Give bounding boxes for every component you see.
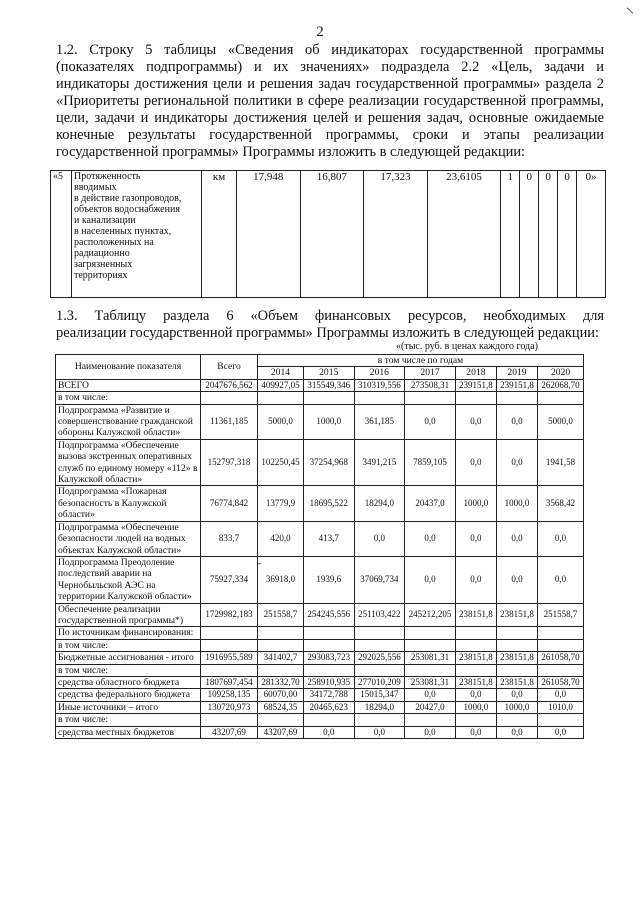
row-year-value: 37254,968	[303, 439, 354, 486]
empty-cell	[405, 714, 456, 726]
row-label: Подпрограмма «Развитие и совершенствование гражданской обороны Калужской области»	[56, 404, 201, 439]
row-number: «5	[51, 171, 72, 298]
table-row	[56, 627, 584, 639]
row-year-value: 18695,522	[303, 486, 354, 521]
row-year-value: 1941,58	[538, 439, 584, 486]
paragraph-line: «Приоритеты региональной политики в сфере реализации государственной программы,	[56, 93, 604, 109]
row-label: Обеспечение реализации государственной программы*)	[56, 603, 201, 627]
row-year-value: 239151,8	[496, 379, 537, 391]
row-year-value: 0,0	[538, 556, 584, 603]
indicator-name-line: в населенных пунктах,	[74, 226, 172, 237]
empty-cell	[405, 392, 456, 404]
row-year-value: 60070,00	[258, 689, 304, 701]
row-year-value: 413,7	[303, 521, 354, 556]
row-total: 130720,973	[201, 701, 258, 713]
header-year: 2018	[455, 367, 496, 379]
row-year-value: 102250,45	[258, 439, 304, 486]
row-year-value: 409927,05	[258, 379, 304, 391]
row-year-value: 293083,723	[303, 652, 354, 664]
paragraph-line: конечные результаты государственной программы, сроки и этапы реализации	[56, 127, 604, 143]
row-year-value: 36918,0	[258, 556, 304, 603]
indicator-name-line: расположенных на	[74, 237, 154, 248]
empty-cell	[303, 714, 354, 726]
scan-corner-mark	[627, 7, 633, 13]
indicator-name-line: объектов водоснабжения	[74, 204, 180, 215]
row-year-value: 258910,935	[303, 676, 354, 688]
row-year-value: 37069,734	[354, 556, 405, 603]
header-years-group: в том числе по годам	[258, 355, 584, 367]
indicator-value: 0	[520, 171, 539, 298]
row-year-value: 20437,0	[405, 486, 456, 521]
table-row	[56, 714, 584, 726]
empty-cell	[258, 627, 304, 639]
row-year-value: 5000,0	[258, 404, 304, 439]
row-year-value: 1939,6	[303, 556, 354, 603]
table-row	[56, 439, 584, 486]
row-year-value: 1000,0	[455, 486, 496, 521]
empty-cell	[354, 392, 405, 404]
indicator-name-line: радиационно	[74, 248, 130, 259]
row-year-value: 7859,105	[405, 439, 456, 486]
indicator-value: 1	[501, 171, 520, 298]
row-year-value: 261058,70	[538, 652, 584, 664]
row-year-value: 238151,8	[496, 652, 537, 664]
row-year-value: 277010,209	[354, 676, 405, 688]
row-year-value: 238151,8	[496, 603, 537, 627]
row-label: средства федерального бюджета	[56, 689, 201, 701]
indicator-name-line: Протяженность	[74, 171, 141, 182]
table-row	[56, 556, 584, 603]
table-row	[56, 676, 584, 688]
row-year-value: 0,0	[538, 521, 584, 556]
empty-cell	[303, 392, 354, 404]
row-year-value: 315549,346	[303, 379, 354, 391]
row-label: в том числе:	[56, 392, 201, 404]
row-total: 152797,318	[201, 439, 258, 486]
table-row	[56, 639, 584, 651]
empty-cell	[354, 639, 405, 651]
header-year: 2014	[258, 367, 304, 379]
row-year-value: 0,0	[354, 521, 405, 556]
empty-cell	[258, 639, 304, 651]
row-year-value: 0,0	[405, 726, 456, 738]
empty-cell	[455, 639, 496, 651]
row-year-value: 273508,31	[405, 379, 456, 391]
row-year-value: 43207,69	[258, 726, 304, 738]
table-row	[56, 486, 584, 521]
paragraph-line: цели, задачи и индикаторы достижения целей и решения задач, основные ожидаемые	[56, 110, 604, 126]
empty-cell	[496, 639, 537, 651]
paragraph-line: 1.2. Строку 5 таблицы «Сведения об индикаторах государственной программы	[56, 42, 604, 58]
row-year-value: 281332,70	[258, 676, 304, 688]
row-year-value: 0,0	[405, 521, 456, 556]
indicator-value: 0»	[577, 171, 606, 298]
table-row	[56, 726, 584, 738]
row-year-value: 420,0	[258, 521, 304, 556]
row-year-value: 68524,35	[258, 701, 304, 713]
row-label: в том числе:	[56, 639, 201, 651]
row-total: 1916955,589	[201, 652, 258, 664]
row-label: ВСЕГО	[56, 379, 201, 391]
row-year-value: 1000,0	[496, 701, 537, 713]
empty-cell	[455, 664, 496, 676]
row-total: 76774,842	[201, 486, 258, 521]
row-year-value: 341402,7	[258, 652, 304, 664]
empty-cell	[405, 627, 456, 639]
indicator-name	[72, 171, 202, 298]
table-row	[56, 664, 584, 676]
row-label: Иные источники – итого	[56, 701, 201, 713]
row-year-value: 13779,9	[258, 486, 304, 521]
row-total: 1729982,183	[201, 603, 258, 627]
row-year-value: 254245,556	[303, 603, 354, 627]
header-year: 2019	[496, 367, 537, 379]
empty-cell	[496, 627, 537, 639]
row-year-value: 361,185	[354, 404, 405, 439]
row-year-value: 0,0	[496, 726, 537, 738]
empty-cell	[455, 627, 496, 639]
empty-cell	[201, 627, 258, 639]
empty-cell	[258, 392, 304, 404]
row-total: 833,7	[201, 521, 258, 556]
indicator-name-line: загрязненных	[74, 259, 133, 270]
row-total: 1807697,454	[201, 676, 258, 688]
row-year-value: 251103,422	[354, 603, 405, 627]
indicator-value: 23,6105	[427, 171, 501, 298]
row-year-value: 0,0	[405, 404, 456, 439]
row-year-value: 238151,8	[455, 652, 496, 664]
empty-cell	[354, 627, 405, 639]
table-row	[51, 171, 606, 298]
empty-cell	[405, 639, 456, 651]
row-year-value: 0,0	[405, 556, 456, 603]
paragraph-line: реализации государственной программы» Программы изложить в следующей редакции:	[56, 325, 599, 341]
row-year-value: 0,0	[455, 404, 496, 439]
row-year-value: 5000,0	[538, 404, 584, 439]
row-label: Бюджетные ассигнования - итого	[56, 652, 201, 664]
indicator-row-5-table	[50, 170, 606, 298]
indicator-name-line: вводимых	[74, 182, 117, 193]
empty-cell	[303, 639, 354, 651]
row-total: 2047676,562	[201, 379, 258, 391]
empty-cell	[354, 664, 405, 676]
empty-cell	[258, 664, 304, 676]
paragraph-line: (показателях подпрограммы) и их значениях» подраздела 2.2 «Цель, задачи и	[56, 59, 604, 75]
row-year-value: 0,0	[455, 726, 496, 738]
paragraph-line: 1.3. Таблицу раздела 6 «Объем финансовых ресурсов, необходимых для	[56, 308, 604, 324]
page-number: 2	[316, 24, 324, 40]
row-year-value: 0,0	[455, 439, 496, 486]
table-row	[56, 689, 584, 701]
row-year-value: 239151,8	[455, 379, 496, 391]
row-total: 43207,69	[201, 726, 258, 738]
header-total: Всего	[201, 355, 258, 380]
indicator-unit: км	[202, 171, 237, 298]
table-row	[56, 404, 584, 439]
empty-cell	[303, 627, 354, 639]
empty-cell	[405, 664, 456, 676]
row-year-value: 0,0	[496, 521, 537, 556]
row-total: 11361,185	[201, 404, 258, 439]
table-unit-note: «(тыс. руб. в ценах каждого года)	[396, 341, 538, 352]
header-indicator-name: Наименование показателя	[56, 355, 201, 380]
row-year-value: 251558,7	[258, 603, 304, 627]
empty-cell	[258, 714, 304, 726]
row-year-value: 0,0	[455, 689, 496, 701]
empty-cell	[303, 664, 354, 676]
indicator-name-line: и канализации	[74, 215, 136, 226]
financial-resources-table	[55, 354, 584, 739]
row-year-value: 0,0	[496, 404, 537, 439]
row-total: 109258,135	[201, 689, 258, 701]
row-label: средства местных бюджетов	[56, 726, 201, 738]
empty-cell	[538, 627, 584, 639]
row-year-value: 0,0	[455, 556, 496, 603]
row-year-value: 0,0	[496, 556, 537, 603]
paragraph-line: индикаторы достижения цели и решения задач государственной программы» раздела 2	[56, 76, 604, 92]
table-row	[56, 379, 584, 391]
empty-cell	[538, 392, 584, 404]
row-label: По источникам финансирования:	[56, 627, 201, 639]
empty-cell	[201, 714, 258, 726]
empty-cell	[496, 392, 537, 404]
table-row	[56, 701, 584, 713]
row-label: в том числе:	[56, 664, 201, 676]
row-year-value: 1010,0	[538, 701, 584, 713]
row-year-value: 0,0	[538, 726, 584, 738]
row-total: 75927,334	[201, 556, 258, 603]
row-label: Подпрограмма «Пожарная безопасность в Калужской области»	[56, 486, 201, 521]
row-label: Подпрограмма «Обеспечение безопасности людей на водных объектах Калужской области»	[56, 521, 201, 556]
row-year-value: 245212,205	[405, 603, 456, 627]
row-year-value: 0,0	[354, 726, 405, 738]
indicator-value: 0	[558, 171, 577, 298]
row-year-value: 3568,42	[538, 486, 584, 521]
row-year-value: 262068,70	[538, 379, 584, 391]
row-year-value: 238151,8	[455, 603, 496, 627]
row-label: в том числе:	[56, 714, 201, 726]
header-year: 2016	[354, 367, 405, 379]
row-year-value: 0,0	[538, 689, 584, 701]
table-row	[56, 521, 584, 556]
empty-cell	[201, 392, 258, 404]
stray-dash-mark: -	[258, 558, 261, 568]
table-row	[56, 392, 584, 404]
empty-cell	[538, 714, 584, 726]
row-year-value: 261058,70	[538, 676, 584, 688]
row-year-value: 238151,8	[455, 676, 496, 688]
row-year-value: 18294,0	[354, 701, 405, 713]
empty-cell	[455, 392, 496, 404]
header-year: 2017	[405, 367, 456, 379]
row-year-value: 18294,0	[354, 486, 405, 521]
paragraph-line: государственной программы» Программы изложить в следующей редакции:	[56, 144, 526, 160]
row-year-value: 0,0	[496, 439, 537, 486]
empty-cell	[455, 714, 496, 726]
empty-cell	[496, 714, 537, 726]
row-year-value: 0,0	[303, 726, 354, 738]
row-year-value: 34172,788	[303, 689, 354, 701]
indicator-name-line: в действие газопроводов,	[74, 193, 182, 204]
row-label: Подпрограмма «Обеспечение вызова экстренных оперативных служб по единому номеру «112» в Калужской области»	[56, 439, 201, 486]
row-year-value: 310319,556	[354, 379, 405, 391]
row-label: Подпрограмма Преодоление последствий аварии на Чернобыльской АЭС на территории Калужской области»	[56, 556, 201, 603]
empty-cell	[201, 664, 258, 676]
header-year: 2015	[303, 367, 354, 379]
row-year-value: 20465,623	[303, 701, 354, 713]
table-row	[56, 603, 584, 627]
row-year-value: 20427,0	[405, 701, 456, 713]
header-year: 2020	[538, 367, 584, 379]
indicator-value: 17,948	[237, 171, 301, 298]
row-year-value: 238151,8	[496, 676, 537, 688]
row-year-value: 1000,0	[455, 701, 496, 713]
empty-cell	[496, 664, 537, 676]
row-year-value: 0,0	[496, 689, 537, 701]
empty-cell	[354, 714, 405, 726]
row-label: средства областного бюджета	[56, 676, 201, 688]
paragraph-1-2	[56, 42, 604, 161]
empty-cell	[201, 639, 258, 651]
row-year-value: 3491,215	[354, 439, 405, 486]
indicator-value: 0	[539, 171, 558, 298]
row-year-value: 1000,0	[303, 404, 354, 439]
row-year-value: 1000,0	[496, 486, 537, 521]
table-row	[56, 652, 584, 664]
row-year-value: 253081,31	[405, 676, 456, 688]
indicator-value: 17,323	[364, 171, 428, 298]
row-year-value: 251558,7	[538, 603, 584, 627]
row-year-value: 15015,347	[354, 689, 405, 701]
empty-cell	[538, 639, 584, 651]
row-year-value: 0,0	[455, 521, 496, 556]
row-year-value: 253081,31	[405, 652, 456, 664]
indicator-name-line: территориях	[74, 270, 128, 281]
row-year-value: 292025,556	[354, 652, 405, 664]
empty-cell	[538, 664, 584, 676]
paragraph-1-3	[56, 308, 604, 342]
table-header-row	[56, 355, 584, 367]
indicator-value: 16,807	[300, 171, 364, 298]
row-year-value: 0,0	[405, 689, 456, 701]
